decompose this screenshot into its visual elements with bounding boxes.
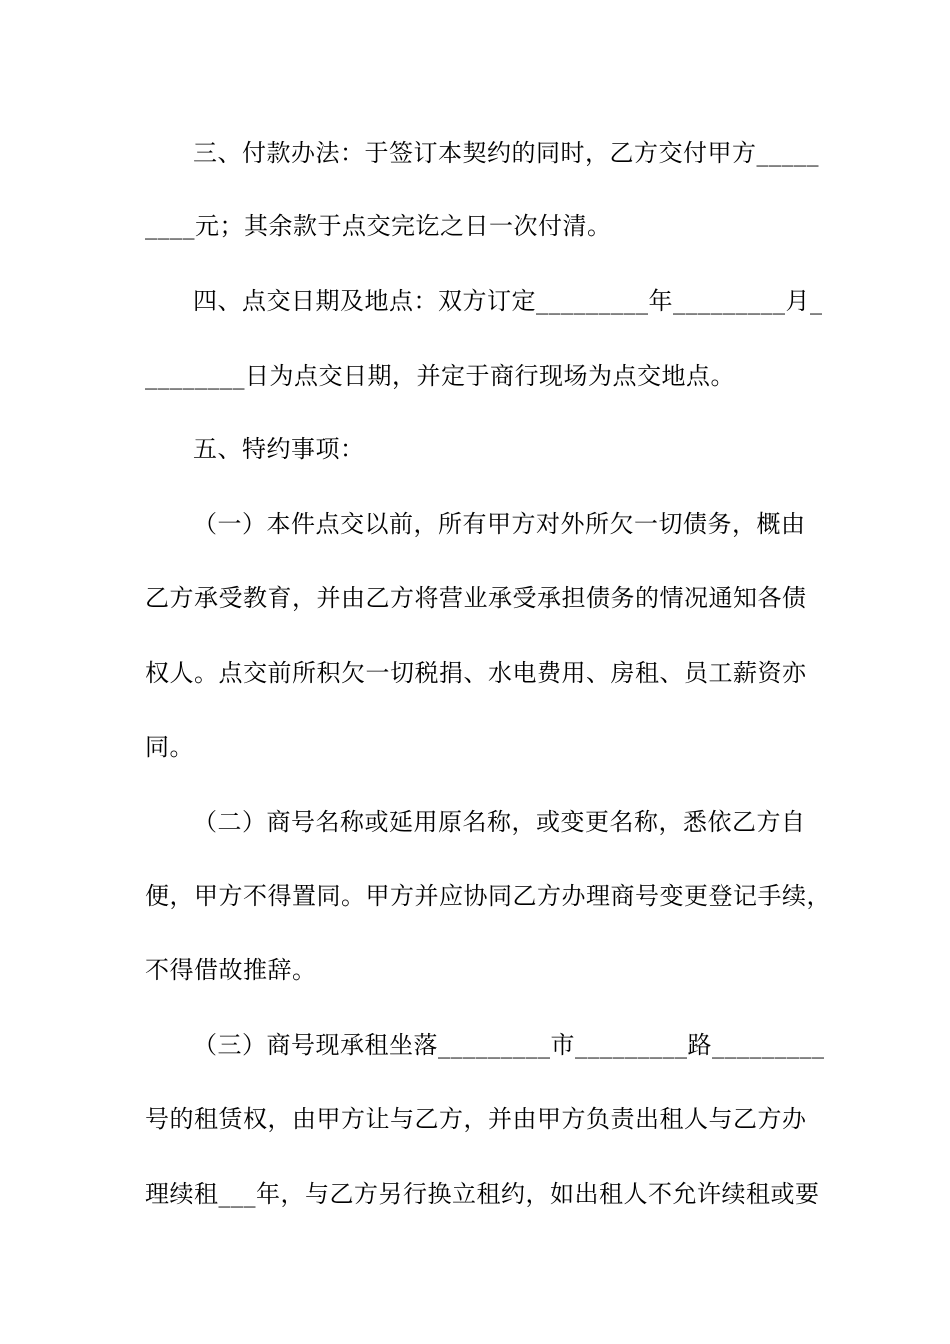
clause-1-line-2: 乙方承受教育，并由乙方将营业承受承担债务的情况通知各债: [145, 584, 807, 612]
clause-1-line-4: 同。: [145, 733, 194, 761]
clause-2-line-1: （二）商号名称或延用原名称，或变更名称，悉依乙方自: [193, 808, 806, 836]
clause-2-line-3: 不得借故推辞。: [145, 956, 317, 984]
clause-3-line-3: 理续租___年，与乙方另行换立租约，如出租人不允许续租或要: [145, 1180, 820, 1208]
clause-2-line-2: 便，甲方不得置同。甲方并应协同乙方办理商号变更登记手续，: [145, 882, 831, 910]
paragraph-payment-method-line-1: 三、付款办法：于签订本契约的同时，乙方交付甲方_____: [193, 139, 819, 167]
clause-3-line-2: 号的租赁权，由甲方让与乙方，并由甲方负责出租人与乙方办: [145, 1105, 807, 1133]
section-heading-special-terms: 五、特约事项：: [193, 435, 365, 463]
clause-1-line-1: （一）本件点交以前，所有甲方对外所欠一切债务，概由: [193, 510, 806, 538]
clause-1-line-3: 权人。点交前所积欠一切税捐、水电费用、房租、员工薪资亦: [145, 659, 807, 687]
paragraph-payment-method-line-2: ____元；其余款于点交完讫之日一次付清。: [145, 212, 612, 240]
paragraph-delivery-date-line-2: ________日为点交日期，并定于商行现场为点交地点。: [145, 362, 735, 390]
clause-3-line-1: （三）商号现承租坐落_________市_________路_________: [193, 1031, 825, 1059]
paragraph-delivery-date-line-1: 四、点交日期及地点：双方订定_________年_________月_: [193, 287, 823, 315]
